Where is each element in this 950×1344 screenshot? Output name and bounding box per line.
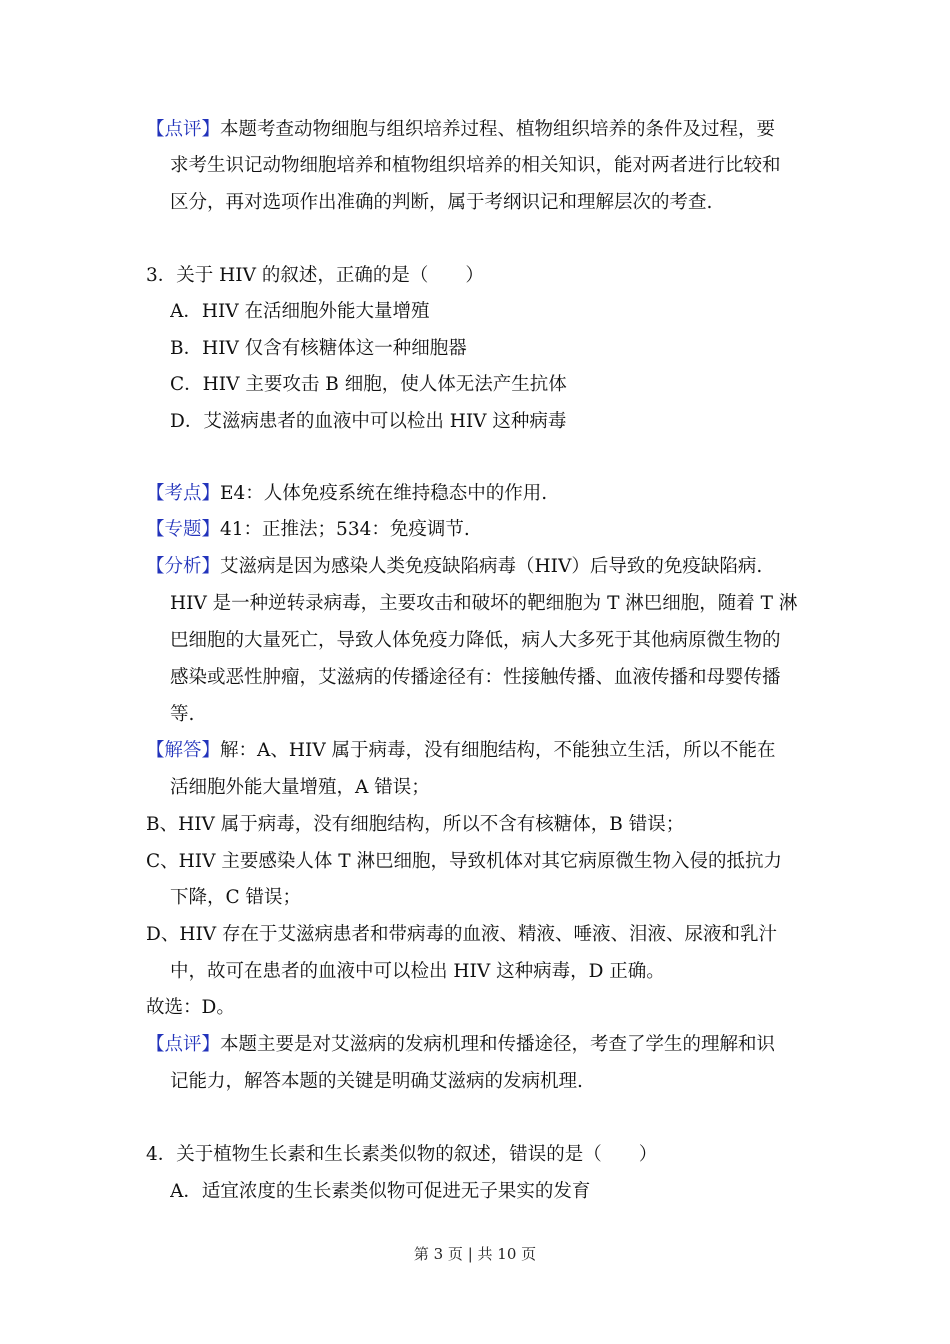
- q3-option-c: C．HIV 主要攻击 B 细胞，使人体无法产生抗体: [170, 374, 567, 395]
- page-footer: 第 3 页 | 共 10 页: [413, 1245, 537, 1263]
- q3-answer-line-7: 中，故可在患者的血液中可以检出 HIV 这种病毒，D 正确。: [170, 961, 665, 982]
- q3-topic: 【专题】41：正推法；534：免疫调节.: [146, 519, 470, 540]
- analysis-tag: 【分析】: [146, 556, 221, 577]
- prev-comment-line-1: 【点评】本题考查动物细胞与组织培养过程、植物组织培养的条件及过程，要: [146, 119, 776, 140]
- comment-tag: 【点评】: [146, 119, 221, 140]
- q3-analysis-line-4: 感染或恶性肿瘤，艾滋病的传播途径有：性接触传播、血液传播和母婴传播: [170, 667, 781, 688]
- q3-option-d: D．艾滋病患者的血液中可以检出 HIV 这种病毒: [170, 411, 567, 432]
- q3-analysis-line-5: 等.: [170, 704, 195, 725]
- answer-tag: 【解答】: [146, 740, 221, 761]
- q3-analysis-line-3: 巴细胞的大量死亡，导致人体免疫力降低，病人大多死于其他病原微生物的: [170, 630, 781, 651]
- comment-tag: 【点评】: [146, 1034, 221, 1055]
- q3-analysis-line-1: 【分析】艾滋病是因为感染人类免疫缺陷病毒（HIV）后导致的免疫缺陷病.: [146, 556, 763, 577]
- prev-comment-line-2: 求考生识记动物细胞培养和植物组织培养的相关知识，能对两者进行比较和: [170, 155, 781, 176]
- q3-answer-line-3: B、HIV 属于病毒，没有细胞结构，所以不含有核糖体，B 错误；: [146, 814, 685, 835]
- key-point-tag: 【考点】: [146, 483, 221, 504]
- q3-analysis-line-2: HIV 是一种逆转录病毒，主要攻击和破坏的靶细胞为 T 淋巴细胞，随着 T 淋: [170, 593, 798, 614]
- q3-key-point: 【考点】E4：人体免疫系统在维持稳态中的作用.: [146, 483, 548, 504]
- q3-comment-line-1: 【点评】本题主要是对艾滋病的发病机理和传播途径，考查了学生的理解和识: [146, 1034, 776, 1055]
- q3-answer-line-1: 【解答】解：A、HIV 属于病毒，没有细胞结构，不能独立生活，所以不能在: [146, 740, 776, 761]
- q3-answer-line-2: 活细胞外能大量增殖，A 错误；: [170, 777, 430, 798]
- q3-answer-line-4: C、HIV 主要感染人体 T 淋巴细胞，导致机体对其它病原微生物入侵的抵抗力: [146, 851, 782, 872]
- q3-option-b: B．HIV 仅含有核糖体这一种细胞器: [170, 338, 467, 359]
- q3-stem: 3．关于 HIV 的叙述，正确的是（ ）: [146, 265, 484, 286]
- q3-answer-line-5: 下降，C 错误；: [170, 887, 302, 908]
- q4-option-a: A．适宜浓度的生长素类似物可促进无子果实的发育: [170, 1181, 591, 1202]
- prev-comment-line-3: 区分，再对选项作出准确的判断，属于考纲识记和理解层次的考查.: [170, 192, 713, 213]
- q3-answer-line-6: D、HIV 存在于艾滋病患者和带病毒的血液、精液、唾液、泪液、尿液和乳汁: [146, 924, 778, 945]
- topic-tag: 【专题】: [146, 519, 221, 540]
- q3-answer-line-8: 故选：D。: [146, 997, 235, 1018]
- q3-option-a: A．HIV 在活细胞外能大量增殖: [170, 301, 430, 322]
- q4-stem: 4．关于植物生长素和生长素类似物的叙述，错误的是（ ）: [146, 1144, 658, 1165]
- q3-comment-line-2: 记能力，解答本题的关键是明确艾滋病的发病机理.: [170, 1071, 583, 1092]
